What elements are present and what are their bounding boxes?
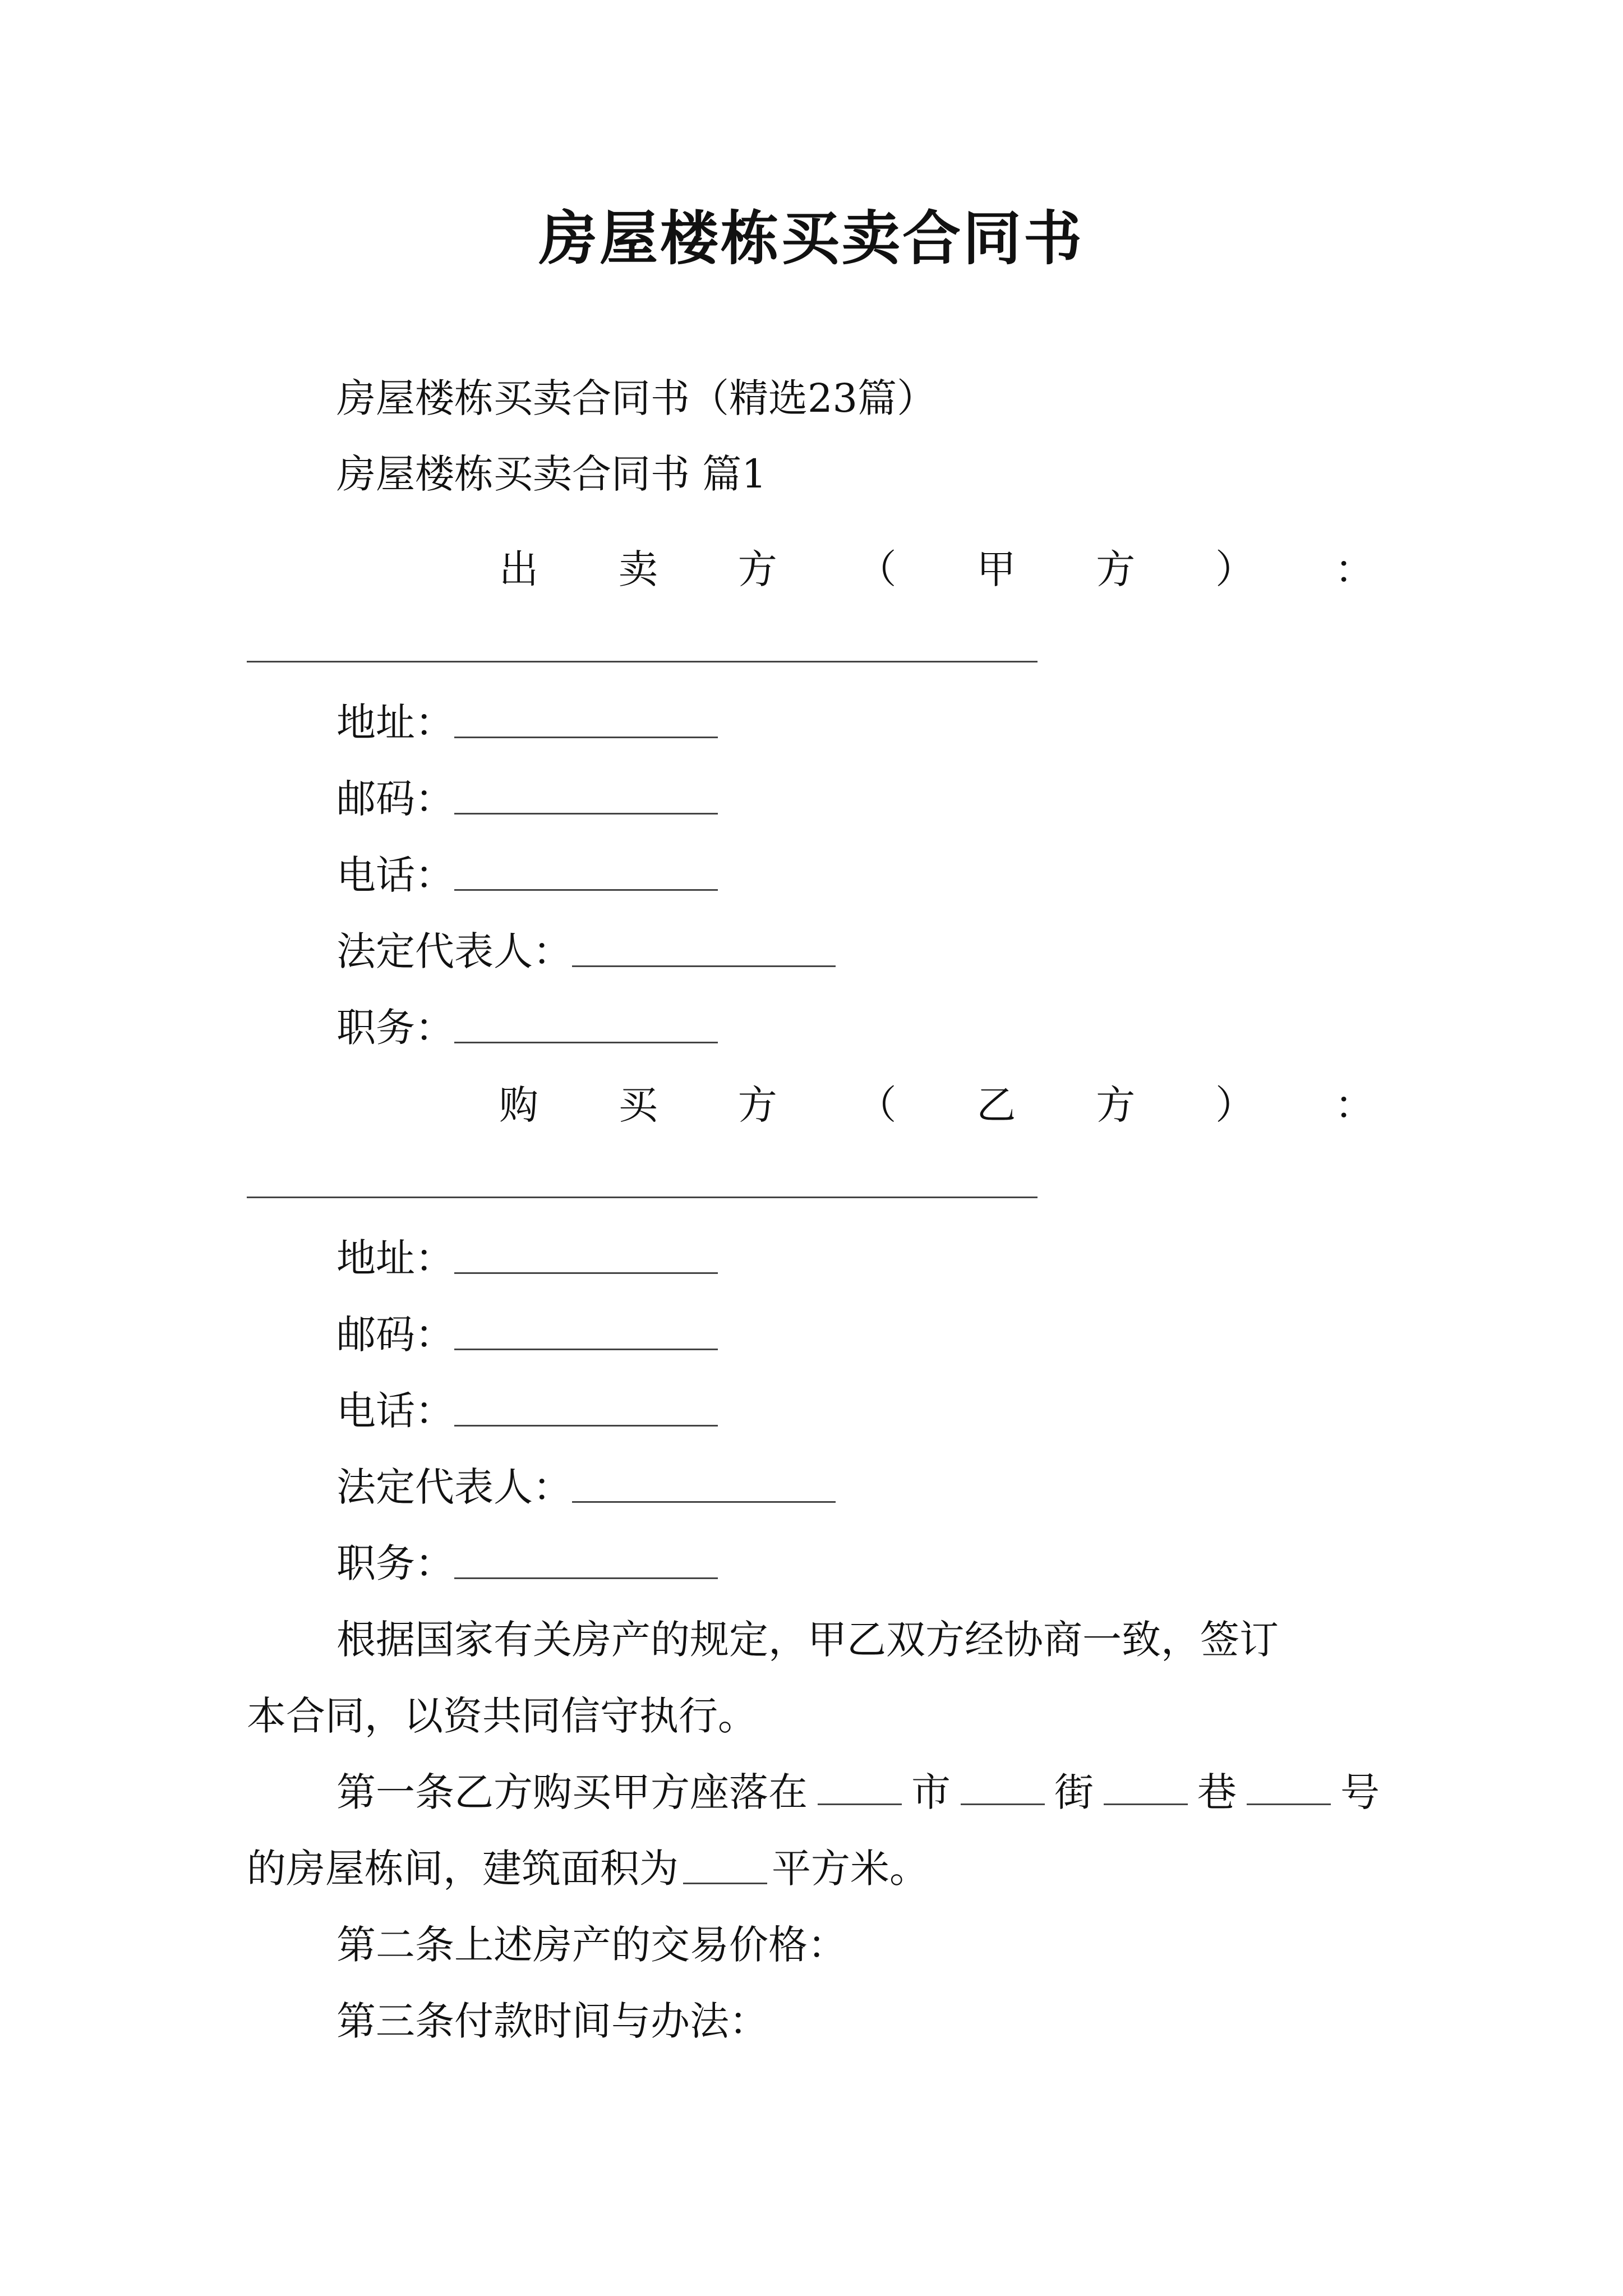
article-1-lead: 第一条乙方购买甲方座落在 — [336, 1769, 808, 1815]
buyer-label-char: 乙 — [976, 1082, 1016, 1128]
number-label: 号 — [1340, 1769, 1380, 1815]
field-label: 电话： — [336, 1388, 454, 1434]
article-3: 第三条付款时间与办法： — [336, 1998, 768, 2044]
intro-paragraph-line: 本合同，以资共同信守执行。 — [247, 1693, 757, 1739]
buyer-legal-rep-field — [336, 1459, 836, 1515]
field-label: 地址： — [336, 1235, 454, 1281]
area-unit: 平方米。 — [772, 1846, 929, 1892]
field-label: 法定代表人： — [336, 1464, 572, 1510]
postcode-blank — [454, 774, 718, 815]
buyer-label-char: 方 — [737, 1082, 777, 1128]
buyer-position-field — [336, 1535, 718, 1591]
seller-label-char: 方 — [737, 546, 777, 592]
field-label: 法定代表人： — [336, 928, 572, 974]
position-blank — [454, 1002, 718, 1043]
article-1-line-2-lead: 的房屋栋间，建筑面积为 — [247, 1846, 679, 1892]
seller-label-char: 方 — [1096, 546, 1136, 592]
legal-rep-blank — [572, 1462, 836, 1503]
address-blank — [454, 697, 718, 738]
position-blank — [454, 1538, 718, 1579]
area-blank — [683, 1843, 767, 1884]
street-label: 街 — [1054, 1769, 1094, 1815]
article-1-line-2 — [247, 1841, 929, 1897]
subtitle: 房屋楼栋买卖合同书（精选23篇） — [336, 375, 937, 421]
lane-label: 巷 — [1197, 1769, 1237, 1815]
seller-legal-rep-field — [336, 923, 836, 979]
field-label: 职务： — [336, 1005, 454, 1051]
buyer-label — [499, 1077, 1374, 1133]
seller-address-field — [336, 694, 718, 751]
city-blank — [818, 1764, 902, 1805]
seller-position-field — [336, 1000, 718, 1056]
phone-blank — [454, 1386, 718, 1427]
buyer-label-char: 买 — [618, 1082, 658, 1128]
field-label: 电话： — [336, 852, 454, 898]
buyer-label-char: 购 — [499, 1082, 538, 1128]
intro-paragraph-line: 根据国家有关房产的规定，甲乙双方经协商一致，签订 — [336, 1617, 1279, 1663]
article-2: 第二条上述房产的交易价格： — [336, 1922, 847, 1968]
seller-label — [499, 541, 1374, 597]
buyer-address-field — [336, 1230, 718, 1286]
buyer-name-blank — [247, 1197, 1038, 1198]
field-label: 邮码： — [336, 776, 454, 822]
seller-label-char: ） — [1215, 546, 1255, 592]
number-blank — [1247, 1764, 1331, 1805]
seller-phone-field — [336, 847, 718, 903]
seller-label-char: （ — [857, 546, 897, 592]
seller-name-blank — [247, 661, 1038, 662]
buyer-postcode-field — [336, 1306, 718, 1363]
city-label: 市 — [911, 1769, 951, 1815]
seller-label-char: 出 — [499, 546, 538, 592]
seller-label-char: ： — [1334, 546, 1374, 592]
legal-rep-blank — [572, 926, 836, 967]
seller-label-char: 甲 — [976, 546, 1016, 592]
postcode-blank — [454, 1309, 718, 1350]
seller-label-char: 卖 — [618, 546, 658, 592]
field-label: 地址： — [336, 700, 454, 746]
document-title: 房屋楼栋买卖合同书 — [538, 204, 1084, 273]
phone-blank — [454, 850, 718, 891]
buyer-phone-field — [336, 1383, 718, 1439]
field-label: 邮码： — [336, 1312, 454, 1358]
seller-postcode-field — [336, 771, 718, 827]
buyer-label-char: ） — [1215, 1082, 1255, 1128]
section-heading: 房屋楼栋买卖合同书 篇1 — [336, 451, 767, 497]
buyer-label-char: （ — [857, 1082, 897, 1128]
article-1-line — [336, 1764, 1380, 1820]
lane-blank — [1104, 1764, 1188, 1805]
street-blank — [961, 1764, 1045, 1805]
field-label: 职务： — [336, 1540, 454, 1586]
buyer-label-char: 方 — [1096, 1082, 1136, 1128]
buyer-label-char: ： — [1334, 1082, 1374, 1128]
address-blank — [454, 1233, 718, 1274]
